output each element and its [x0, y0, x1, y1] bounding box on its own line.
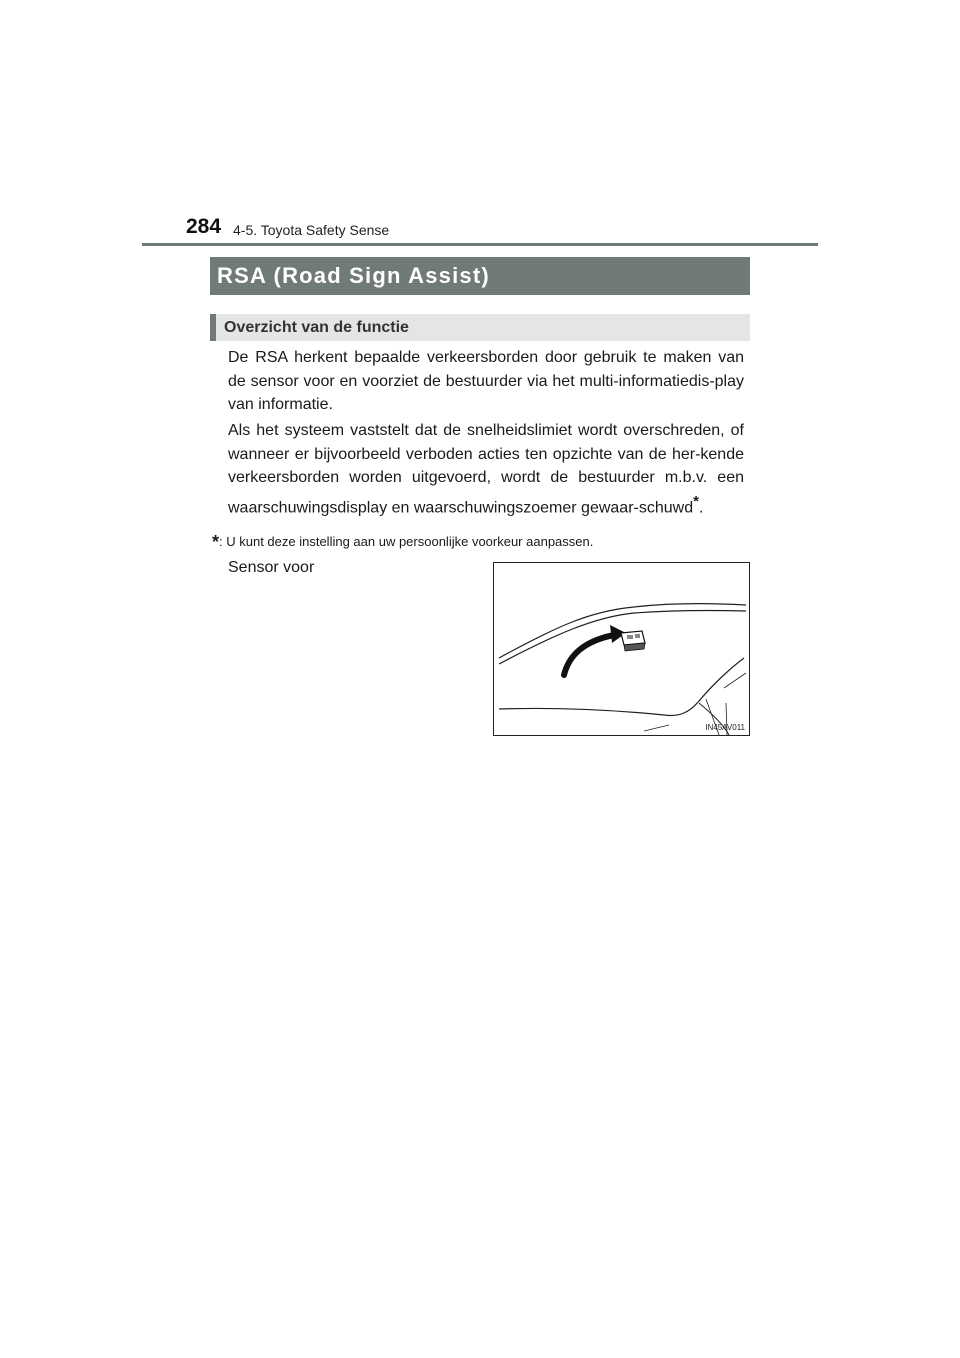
- section-subtitle: Overzicht van de functie: [224, 318, 409, 336]
- paragraph-2-text: Als het systeem vaststelt dat de snelheidslimiet wordt overschreden, of wanneer er bijvoorbeeld verboden acties ten opzichte van de her-kende verkeersborden worden uitgevoerd, wordt de bestuurder m.b.v. een waarschuwingsdisplay en waarschuwingszoemer gewaar-schuwd: [228, 422, 744, 516]
- sensor-module-icon: [621, 631, 645, 651]
- footnote-marker: *: [212, 532, 220, 552]
- paragraph-2-end: .: [698, 498, 704, 516]
- footnote-reference: *: [693, 492, 699, 510]
- figure-caption: Sensor voor: [228, 559, 315, 576]
- subtitle-bar: [210, 314, 750, 341]
- header-rule: [142, 243, 818, 246]
- paragraph-2: [228, 419, 744, 519]
- footnote-text: : U kunt deze instelling aan uw persoonlijke voorkeur aanpassen.: [219, 534, 594, 549]
- paragraph-1: De RSA herkent bepaalde verkeersborden door gebruik te maken van de sensor voor en voorziet de bestuurder via het multi-informatiedis-play van informatie.: [228, 349, 744, 413]
- footnote: [212, 530, 752, 551]
- section-label: 4-5. Toyota Safety Sense: [233, 222, 390, 238]
- page-number: 284: [186, 215, 222, 238]
- page-title: RSA (Road Sign Assist): [217, 263, 490, 288]
- title-bar: [210, 257, 750, 295]
- windshield-sensor-illustration: [494, 563, 749, 735]
- figure-code: IN45AV011: [705, 723, 745, 732]
- figure-illustration: [493, 562, 750, 736]
